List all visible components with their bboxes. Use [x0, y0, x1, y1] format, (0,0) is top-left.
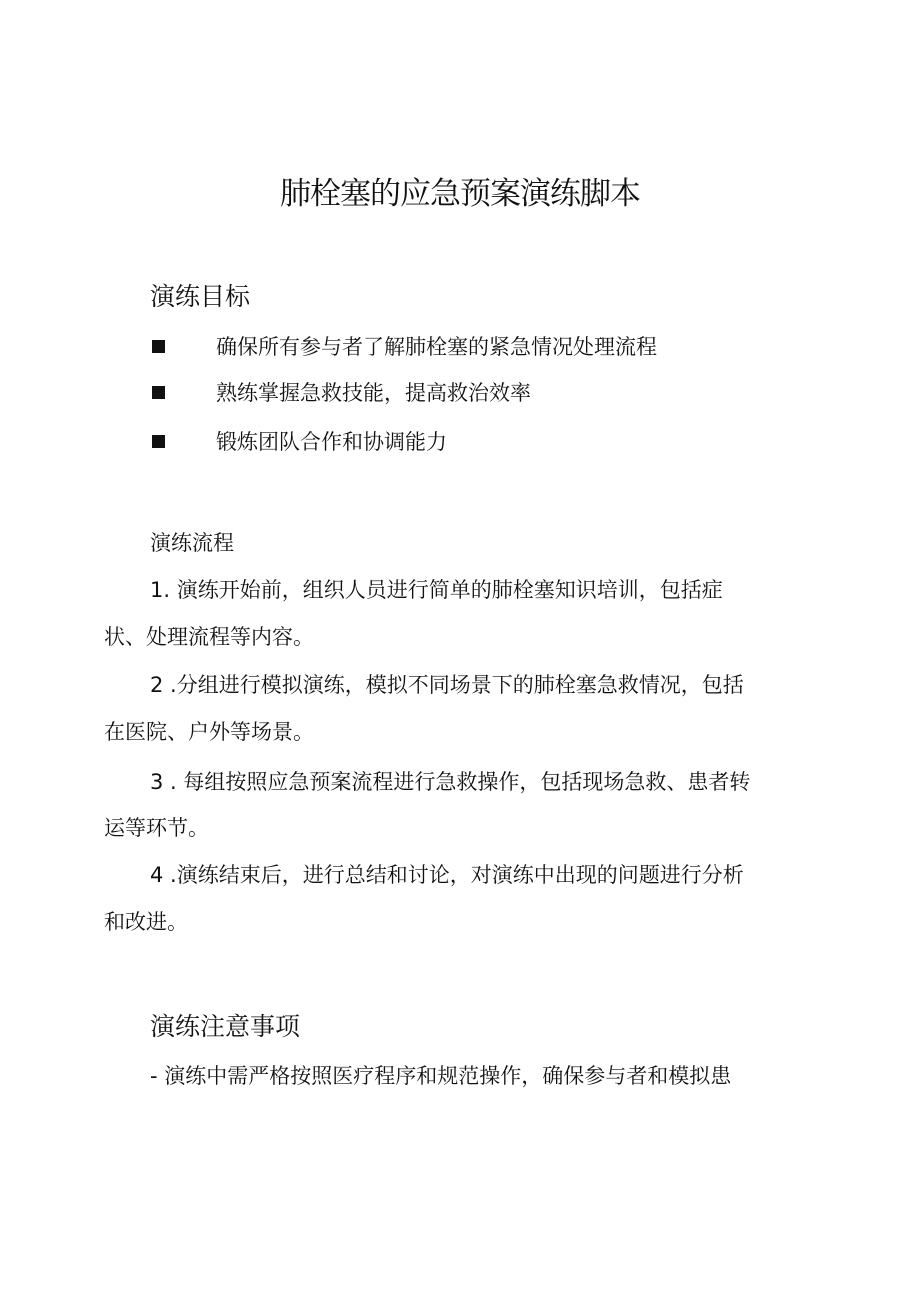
process-step-line: 2 .分组进行模拟演练，模拟不同场景下的肺栓塞急救情况，包括 — [150, 673, 744, 697]
process-heading: 演练流程 — [150, 531, 234, 555]
objective-text: 熟练掌握急救技能，提高救治效率 — [216, 381, 531, 405]
notes-heading: 演练注意事项 — [150, 1012, 301, 1041]
objective-item — [152, 377, 531, 407]
objective-item — [152, 426, 447, 456]
process-step-line: 1. 演练开始前，组织人员进行简单的肺栓塞知识培训，包括症 — [150, 578, 723, 602]
objective-item — [152, 331, 657, 361]
process-step-line: 在医院、户外等场景。 — [104, 720, 314, 744]
document-title: 肺栓塞的应急预案演练脚本 — [280, 176, 640, 212]
objectives-heading: 演练目标 — [150, 282, 251, 311]
process-step-line: 3 . 每组按照应急预案流程进行急救操作，包括现场急救、患者转 — [150, 770, 751, 794]
process-step-line: 和改进。 — [104, 910, 188, 934]
square-bullet-icon — [152, 340, 165, 353]
note-item: - 演练中需严格按照医疗程序和规范操作，确保参与者和模拟患 — [150, 1064, 732, 1088]
process-step-line: 状、处理流程等内容。 — [104, 625, 314, 649]
square-bullet-icon — [152, 435, 165, 448]
process-step-line: 4 .演练结束后，进行总结和讨论，对演练中出现的问题进行分析 — [150, 863, 744, 887]
process-step-line: 运等环节。 — [104, 816, 209, 840]
objective-text: 锻炼团队合作和协调能力 — [216, 430, 447, 454]
objective-text: 确保所有参与者了解肺栓塞的紧急情况处理流程 — [216, 335, 657, 359]
square-bullet-icon — [152, 386, 165, 399]
